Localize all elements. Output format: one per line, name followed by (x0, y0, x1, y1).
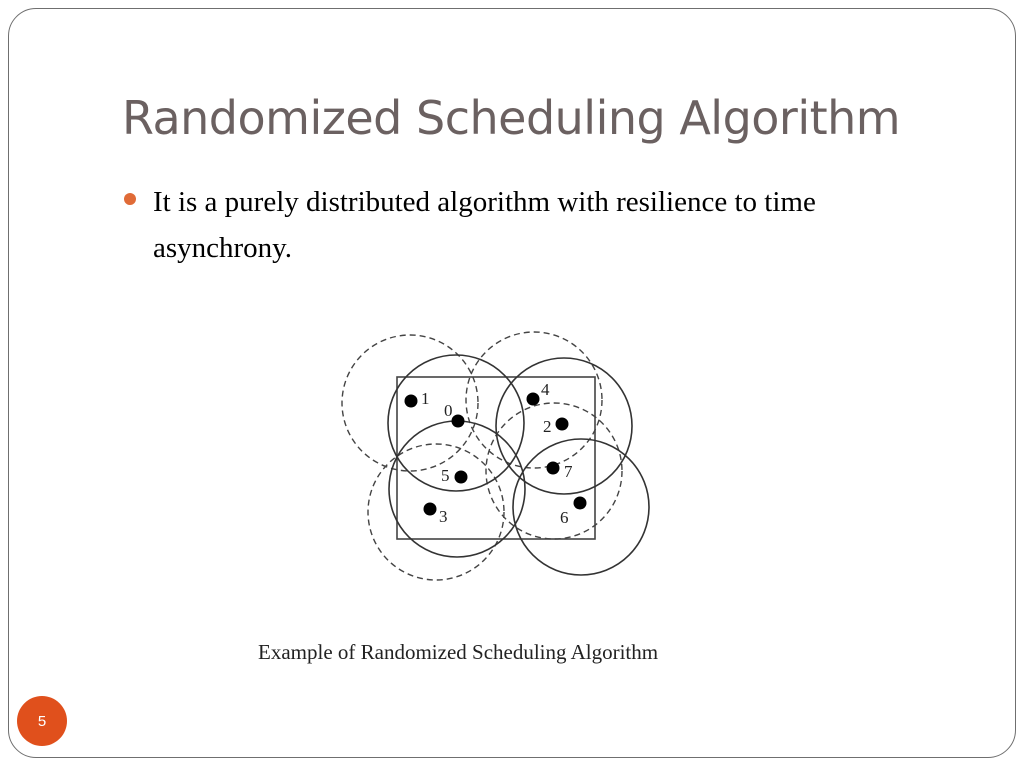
bullet-text: It is a purely distributed algorithm with resilience to time asynchrony. (153, 186, 816, 264)
node-1 (405, 395, 418, 408)
node-label-4: 4 (541, 380, 550, 399)
scheduling-diagram (330, 325, 660, 585)
node-4 (527, 393, 540, 406)
figure-caption: Example of Randomized Scheduling Algorithm (258, 640, 659, 664)
node-6 (574, 497, 587, 510)
node-2 (556, 418, 569, 431)
node-label-3: 3 (439, 507, 448, 526)
node-5 (455, 471, 468, 484)
node-label-7: 7 (564, 462, 573, 481)
node-label-1: 1 (421, 389, 430, 408)
dashed-circle-3 (368, 444, 504, 580)
node-label-0: 0 (444, 401, 453, 420)
node-0 (452, 415, 465, 428)
node-3 (424, 503, 437, 516)
page-number-badge: 5 (17, 696, 67, 746)
node-label-6: 6 (560, 508, 569, 527)
bullet-dot-icon (124, 193, 136, 205)
slide-title: Randomized Scheduling Algorithm (122, 91, 901, 145)
node-label-2: 2 (543, 417, 552, 436)
node-label-5: 5 (441, 466, 450, 485)
node-7 (547, 462, 560, 475)
solid-circle-5 (389, 421, 525, 557)
